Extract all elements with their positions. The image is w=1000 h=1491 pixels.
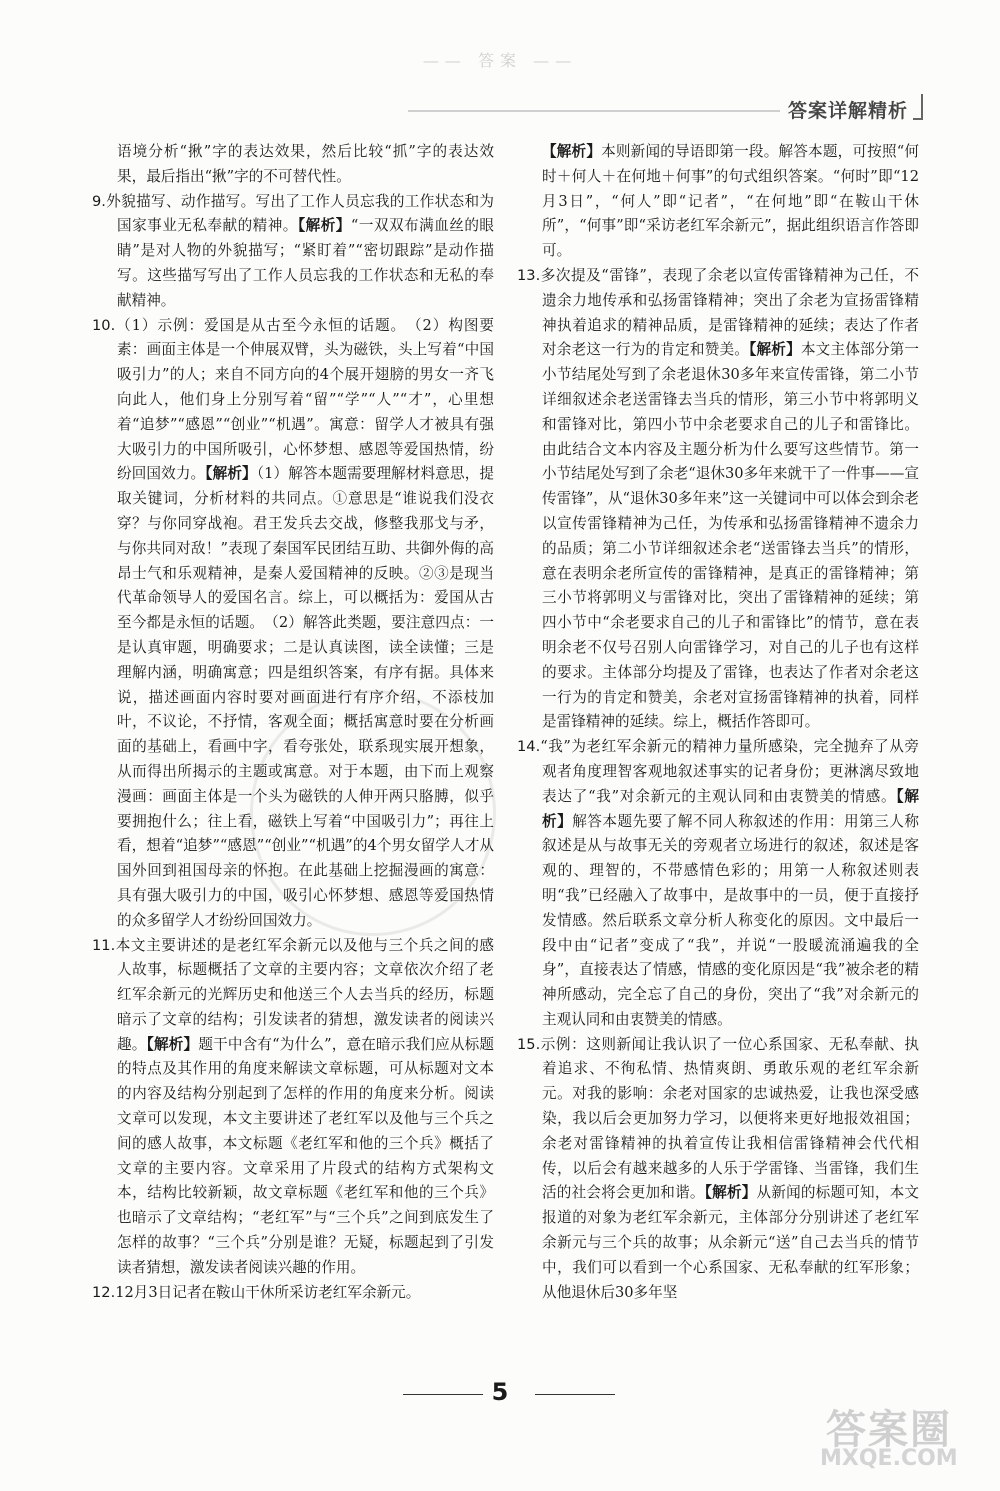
analysis-text: 解答本题先要了解不同人称叙述的作用：用第三人称叙述是从与故事无关的旁观者立场进行的叙述，叙述是客观的、理智的，不带感情色彩的；用第一人称叙述则表明“我”已经融入了故事中，是故事中的一员，便于直接抒发情感。然后联系文章分析人称变化的原因。文中最后一段中由“记者”变成了“我”，并说“一股暖流涌遍我的全身”，直接表达了情感，情感的变化原因是“我”被余老的精神所感动，完全忘了自己的身份，突出了“我”对余新元的主观认同和由衷赞美的情感。 <box>542 812 919 1028</box>
answer-item <box>92 190 494 314</box>
watermark-url: MXQE.COM <box>820 1446 958 1471</box>
answer-item <box>517 1033 919 1306</box>
analysis-tag: 【解析】 <box>297 217 351 235</box>
answer-item <box>92 140 494 190</box>
answer-text: 示例：这则新闻让我认识了一位心系国家、无私奉献、执着追求、不徇私情、热情爽朗、勇敢乐观的老红军余新元。对我的影响：余老对国家的忠诚热爱，让我也深受感染，我以后会更加努力学习，以便将来更好地报效祖国；余老对雷锋精神的执着宣传让我相信雷锋精神会代代相传，以后会有越来越多的人乐于学雷锋、当雷锋，我们生活的社会将会更加和谐。 <box>540 1035 919 1202</box>
right-column <box>517 140 919 1305</box>
page-number: 5 <box>491 1378 509 1406</box>
answer-number: 15. <box>517 1035 541 1053</box>
answer-item <box>92 1281 494 1306</box>
answer-text: 多次提及“雷锋”，表现了余老以宣传雷锋精神为己任，不遗余力地传承和弘扬雷锋精神；突出了余老为宣扬雷锋精神执着追求的精神品质，是雷锋精神的延续；表达了作者对余老这一行为的肯定和赞美。 <box>540 266 919 359</box>
header-bracket-icon <box>913 94 923 120</box>
analysis-tag: 【解析】 <box>542 787 919 830</box>
answer-number: 12. <box>92 1283 116 1301</box>
answer-item <box>92 314 494 934</box>
analysis-tag: 【解析】 <box>205 465 257 483</box>
answer-text: （1）示例：爱国是从古至今永恒的话题。 （2）构图要素：画面主体是一个伸展双臂，头为磁铁，头上写着“中国吸引力”的人；来自不同方向的4个展开翅膀的男女一齐飞向此人，他们身上分别写着“留”“学”“人”“才”，心里想着“追梦”“感恩”“创业”“机遇”。寓意：留学人才被具有强大吸引力的中国所吸引，心怀梦想、感恩等爱国热情，纷纷回国效力。 <box>115 316 494 483</box>
header-title: 答案详解精析 <box>788 100 909 122</box>
analysis-text: “一双双布满血丝的眼睛”是对人物的外貌描写；“紧盯着”“密切跟踪”是动作描写。这些描写写出了工作人员忘我的工作状态和无私的奉献精神。 <box>117 217 494 309</box>
answer-number: 13. <box>517 266 541 284</box>
answer-item <box>92 934 494 1281</box>
answer-number: 9. <box>92 192 106 210</box>
analysis-text: 从新闻的标题可知，本文报道的对象为老红军余新元，主体部分分别讲述了老红军余新元与三个兵的故事；从余新元“送”自己去当兵的情节中，我们可以看到一个心系国家、无私奉献的红军形象；从他退休后30多年坚 <box>542 1184 919 1301</box>
analysis-text: 本则新闻的导语即第一段。解答本题，可按照“何时＋何人＋在何地＋何事”的句式组织答案。“何时”即“12月3日”，“何人”即“记者”，“在何地”即“在鞍山干休所”，“何事”即“采访老红军余新元”，据此组织语言作答即可。 <box>542 143 919 260</box>
faint-header-text: —— 答案 —— <box>422 51 578 70</box>
answer-text: 12月3日记者在鞍山干休所采访老红军余新元。 <box>115 1283 421 1301</box>
left-column <box>92 140 494 1305</box>
answer-number: 11. <box>92 936 116 954</box>
analysis-tag: 【解析】 <box>704 1184 757 1202</box>
analysis-tag: 【解析】 <box>749 341 801 359</box>
answer-item <box>517 735 919 1033</box>
analysis-tag: 【解析】 <box>146 1035 199 1053</box>
answer-text: 本文主要讲述的是老红军余新元以及他与三个兵之间的感人故事，标题概括了文章的主要内容；文章依次介绍了老红军余新元的光辉历史和他送三个人去当兵的经历，标题暗示了文章的结构；引发读者的猜想，激发读者的阅读兴趣。 <box>115 936 494 1053</box>
watermark-logo-icon: 答案圈 <box>826 1407 952 1453</box>
page-number-rule-right <box>535 1394 615 1395</box>
answer-item <box>517 140 919 264</box>
answer-text: 外貌描写、动作描写。写出了工作人员忘我的工作状态和为国家事业无私奉献的精神。 <box>105 192 494 235</box>
answer-text: 语境分析“揪”字的表达效果，然后比较“抓”字的表达效果，最后指出“揪”字的不可替代性。 <box>117 143 494 185</box>
answer-item <box>517 264 919 735</box>
answer-text: “我”为老红军余新元的精神力量所感染，完全抛弃了从旁观者角度理智客观地叙述事实的记者身份；更淋漓尽致地表达了“我”对余新元的主观认同和由衷赞美的情感。 <box>540 738 919 805</box>
analysis-text: （1）解答本题需要理解材料意思，提取关键词，分析材料的共同点。①意思是“谁说我们没衣穿？与你同穿战袍。君王发兵去交战，修整我那戈与矛，与你共同对敌！”表现了秦国军民团结互助、共御外侮的高昂士气和乐观精神，是秦人爱国精神的反映。②③是现当代革命领导人的爱国名言。综上，可以概括为：爱国从古至今都是永恒的话题。 （2）解答此类题，要注意四点：一是认真审题，明确要求；二是认真读图，读全读懂；三是理解内涵，明确寓意；四是组织答案，有序有据。具体来说，描述画面内容时要对画面进行有序介绍，不添枝加叶，不议论，不抒情，客观全面；概括寓意时要在分析画面的基础上，看画中字，看夸张处，联系现实展开想象，从而得出所揭示的主题或寓意。对于本题，由下而上观察漫画：画面主体是一个头为磁铁的人伸开两只胳膊，似乎要拥抱什么；往上看，磁铁上写着“中国吸引力”；再往上看，想着“追梦”“感恩”“创业”“机遇”的4个男女留学人才从国外回到祖国母亲的怀抱。在此基础上挖掘漫画的寓意：具有强大吸引力的中国，吸引心怀梦想、感恩等爱国热情的众多留学人才纷纷回国效力。 <box>117 465 494 929</box>
answer-number: 10. <box>92 316 116 334</box>
analysis-text: 题干中含有“为什么”，意在暗示我们应从标题的特点及其作用的角度来解读文章标题，可从标题对文本的内容及结构分别起到了怎样的作用的角度来分析。阅读文章可以发现，本文主要讲述了老红军以及他与三个兵之间的感人故事，本文标题《老红军和他的三个兵》概括了文章的主要内容。文章采用了片段式的结构方式架构文本，结构比较新颖，故文章标题《老红军和他的三个兵》也暗示了文章结构；“老红军”与“三个兵”之间到底发生了怎样的故事？“三个兵”分别是谁？无疑，标题起到了引发读者猜想，激发读者阅读兴趣的作用。 <box>117 1035 494 1276</box>
analysis-tag: 【解析】 <box>542 143 602 160</box>
analysis-text: 本文主体部分第一小节结尾处写到了余老退休30多年来宣传雷锋，第二小节详细叙述余老送雷锋去当兵的情形，第三小节中将郭明义和雷锋对比，第四小节中余老要求自己的儿子和雷锋比。由此结合文本内容及主题分析为什么要写这些情节。第一小节结尾处写到了余老“退休30多年来就干了一件事——宣传雷锋”，从“退休30多年来”这一关键词中可以体会到余老以宣传雷锋精神为己任，为传承和弘扬雷锋精神不遗余力的品质；第二小节详细叙述余老“送雷锋去当兵”的情形，意在表明余老所宣传的雷锋精神，是真正的雷锋精神；第三小节将郭明义与雷锋对比，突出了雷锋精神的延续；第四小节中“余老要求自己的儿子和雷锋比”的情节，意在表明余老不仅号召别人向雷锋学习，对自己的儿子也有这样的要求。主体部分均提及了雷锋，也表达了作者对余老这一行为的肯定和赞美，余老对宣扬雷锋精神的执着，同样是雷锋精神的延续。综上，概括作答即可。 <box>542 341 919 731</box>
header-rule <box>408 110 780 112</box>
answer-number: 14. <box>517 738 541 756</box>
